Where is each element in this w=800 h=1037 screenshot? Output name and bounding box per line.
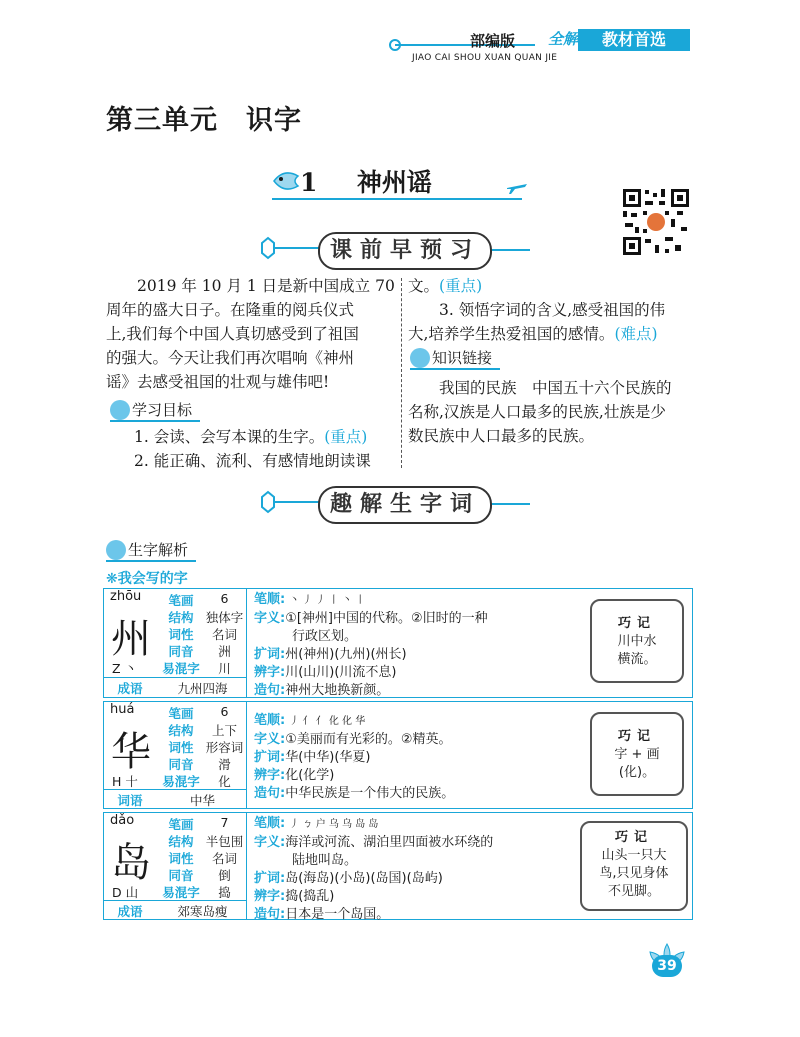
goals-tag bbox=[110, 400, 200, 422]
tip-line: 横流。 bbox=[617, 652, 657, 667]
tip-title: 巧记 bbox=[617, 616, 656, 631]
char-pinyin: huá bbox=[110, 702, 135, 717]
char-pinyin: dǎo bbox=[110, 813, 135, 828]
header-edition: 部编版 bbox=[470, 32, 516, 50]
label-strokes: 笔画 bbox=[168, 593, 194, 608]
bottom-label: 词语 bbox=[117, 793, 143, 808]
header-brand-logo: 全解 bbox=[548, 30, 579, 48]
distinguish-label: 辨字: bbox=[254, 889, 286, 904]
intro-line: 的强大。今天让我们再次唱响《神州 bbox=[106, 349, 355, 367]
value-confusable: 化 bbox=[218, 774, 231, 789]
char-pinyin: zhōu bbox=[110, 589, 142, 604]
tip-line: 山头一只大 bbox=[601, 848, 667, 863]
value-homophone: 倒 bbox=[218, 868, 231, 883]
meaning-label: 字义: bbox=[254, 835, 286, 850]
goal-2-key: (重点) bbox=[439, 277, 483, 295]
char-details bbox=[254, 712, 454, 803]
char-info-panel bbox=[104, 813, 247, 919]
strokes-label: 笔顺: bbox=[254, 816, 286, 831]
tip-line: 川中水 bbox=[617, 634, 657, 649]
analysis-subtitle: ❋我会写的字 bbox=[106, 571, 188, 587]
char-info-panel bbox=[104, 702, 247, 808]
strokes-label: 笔顺: bbox=[254, 592, 286, 607]
analysis-tag bbox=[106, 540, 196, 562]
lesson-underline bbox=[272, 198, 522, 200]
unit-title: 第三单元 识字 bbox=[106, 105, 302, 136]
sentence-label: 造句: bbox=[254, 683, 286, 698]
goals-list bbox=[134, 425, 400, 473]
knowledge-tag bbox=[410, 348, 500, 370]
knowledge-line: 名称,汉族是人口最多的民族,壮族是少 bbox=[408, 403, 666, 421]
section-title-preview: 课前早预习 bbox=[318, 232, 492, 270]
expand-label: 扩词: bbox=[254, 647, 286, 662]
distinguish-label: 辨字: bbox=[254, 665, 286, 680]
label-homophone: 同音 bbox=[168, 644, 194, 659]
distinguish-text: 化(化学) bbox=[285, 768, 335, 783]
char-radical: Z 丶 bbox=[112, 661, 138, 676]
label-strokes: 笔画 bbox=[168, 817, 194, 832]
lesson-name: 神州谣 bbox=[356, 168, 432, 197]
intro-line: 上,我们每个中国人真切感受到了祖国 bbox=[106, 325, 359, 343]
intro-line: 谣》去感受祖国的壮观与雄伟吧! bbox=[106, 373, 330, 391]
knowledge-paragraph bbox=[408, 376, 698, 448]
label-structure: 结构 bbox=[168, 610, 194, 625]
header-pinyin: JIAO CAI SHOU XUAN QUAN JIE bbox=[412, 53, 558, 63]
section-title-fun: 趣解生字词 bbox=[318, 486, 492, 524]
label-structure: 结构 bbox=[168, 723, 194, 738]
expand-text: 华(中华)(华夏) bbox=[285, 750, 371, 765]
section-banner-preview bbox=[258, 228, 534, 272]
analysis-tag-label: 生字解析 bbox=[128, 541, 189, 559]
label-structure: 结构 bbox=[168, 834, 194, 849]
goal-1: 1. 会读、会写本课的生字。 bbox=[134, 428, 325, 446]
tip-line: (化)。 bbox=[618, 765, 656, 780]
bottom-label: 成语 bbox=[117, 681, 143, 696]
bottom-value: 郊寒岛瘦 bbox=[177, 904, 228, 919]
sentence-label: 造句: bbox=[254, 786, 286, 801]
memory-tip bbox=[590, 599, 684, 683]
char-card-dao bbox=[103, 812, 693, 920]
distinguish-text: 捣(捣乱) bbox=[285, 889, 335, 904]
airplane-icon bbox=[505, 178, 529, 196]
value-strokes: 7 bbox=[220, 815, 229, 830]
expand-label: 扩词: bbox=[254, 750, 286, 765]
value-structure: 独体字 bbox=[205, 610, 244, 625]
qr-code[interactable] bbox=[621, 187, 691, 257]
goal-2: 2. 能正确、流利、有感情地朗读课 bbox=[134, 452, 371, 470]
header-series: 教材首选 bbox=[578, 29, 690, 51]
mascot-icon bbox=[110, 400, 130, 420]
label-homophone: 同音 bbox=[168, 868, 194, 883]
expand-text: 岛(海岛)(小岛)(岛国)(岛屿) bbox=[285, 871, 443, 886]
intro-line: 周年的盛大日子。在隆重的阅兵仪式 bbox=[106, 301, 355, 319]
label-homophone: 同音 bbox=[168, 757, 194, 772]
value-structure: 半包围 bbox=[205, 834, 244, 849]
meaning-text: 海洋或河流、湖泊里四面被水环绕的 bbox=[285, 835, 494, 850]
intro-line: 2019 年 10 月 1 日是新中国成立 70 bbox=[137, 277, 395, 295]
goal-2-cont: 文。 bbox=[408, 277, 440, 295]
strokes-order: 丶 丿 丿 丨 丶 丨 bbox=[289, 595, 366, 606]
label-confusable: 易混字 bbox=[162, 661, 200, 676]
value-confusable: 川 bbox=[218, 661, 231, 676]
label-confusable: 易混字 bbox=[162, 885, 200, 900]
meaning-text: ①美丽而有光彩的。②精英。 bbox=[285, 732, 452, 747]
char-card-hua bbox=[103, 701, 693, 809]
tip-title: 巧记 bbox=[614, 830, 653, 845]
memory-tip bbox=[580, 821, 688, 911]
meaning-label: 字义: bbox=[254, 611, 286, 626]
strokes-order: 丿 亻 亻 化 化 华 bbox=[289, 716, 366, 727]
expand-label: 扩词: bbox=[254, 871, 286, 886]
mascot-icon bbox=[410, 348, 430, 368]
char-glyph: 岛 bbox=[111, 840, 151, 886]
page-number: 39 bbox=[652, 955, 682, 977]
bottom-value: 中华 bbox=[189, 793, 215, 808]
distinguish-label: 辨字: bbox=[254, 768, 286, 783]
char-glyph: 华 bbox=[111, 729, 151, 775]
sentence-text: 中华民族是一个伟大的民族。 bbox=[285, 786, 455, 801]
bottom-row bbox=[104, 900, 246, 919]
expand-text: 州(神州)(九州)(州长) bbox=[285, 647, 407, 662]
label-confusable: 易混字 bbox=[162, 774, 200, 789]
bottom-label: 成语 bbox=[117, 904, 143, 919]
value-confusable: 捣 bbox=[218, 885, 231, 900]
distinguish-text: 川(山川)(川流不息) bbox=[285, 665, 397, 680]
value-homophone: 滑 bbox=[218, 757, 231, 772]
knowledge-line: 我国的民族 中国五十六个民族的 bbox=[439, 379, 672, 397]
strokes-label: 笔顺: bbox=[254, 713, 286, 728]
char-card-zhou bbox=[103, 588, 693, 698]
label-pos: 词性 bbox=[168, 851, 194, 866]
goal-1-key: (重点) bbox=[324, 428, 368, 446]
goals-tag-label: 学习目标 bbox=[132, 401, 193, 419]
knowledge-line: 数民族中人口最多的民族。 bbox=[408, 427, 595, 445]
char-radical: D 山 bbox=[112, 885, 139, 900]
mascot-icon bbox=[106, 540, 126, 560]
goal-3-key: (难点) bbox=[614, 325, 658, 343]
sentence-text: 神州大地换新颜。 bbox=[285, 683, 390, 698]
lesson-number: 1 bbox=[300, 168, 318, 197]
strokes-order: 丿 ㄅ 户 乌 乌 岛 岛 bbox=[289, 819, 379, 830]
tip-line: 不见脚。 bbox=[607, 884, 660, 899]
sentence-label: 造句: bbox=[254, 907, 286, 922]
memory-tip bbox=[590, 712, 684, 796]
goal-3: 3. 领悟字词的含义,感受祖国的伟 bbox=[439, 301, 666, 319]
value-structure: 上下 bbox=[211, 723, 237, 738]
bottom-value: 九州四海 bbox=[177, 681, 228, 696]
sentence-text: 日本是一个岛国。 bbox=[285, 907, 390, 922]
goal-3-cont: 大,培养学生热爱祖国的感情。 bbox=[408, 325, 615, 343]
tip-line: 鸟,只见身体 bbox=[599, 866, 669, 881]
fish-icon bbox=[270, 166, 304, 196]
column-divider bbox=[401, 278, 402, 468]
char-info-panel bbox=[104, 589, 247, 697]
value-pos: 形容词 bbox=[205, 740, 244, 755]
value-strokes: 6 bbox=[220, 591, 229, 606]
tip-line: 字 + 画 bbox=[614, 747, 660, 762]
value-pos: 名词 bbox=[211, 851, 237, 866]
intro-paragraph bbox=[106, 274, 396, 394]
meaning-text-cont: 陆地叫岛。 bbox=[292, 853, 358, 868]
lesson-title bbox=[300, 163, 432, 199]
label-pos: 词性 bbox=[168, 740, 194, 755]
value-strokes: 6 bbox=[220, 704, 229, 719]
section-banner-fun bbox=[258, 482, 534, 526]
meaning-text-cont: 行政区划。 bbox=[292, 629, 358, 644]
bottom-row bbox=[104, 789, 246, 808]
label-pos: 词性 bbox=[168, 627, 194, 642]
bottom-row bbox=[104, 677, 246, 696]
char-details bbox=[254, 591, 488, 700]
goals-continued bbox=[408, 274, 698, 346]
char-radical: H 十 bbox=[112, 774, 138, 789]
char-details bbox=[254, 815, 493, 924]
tip-title: 巧记 bbox=[617, 729, 656, 744]
knowledge-tag-label: 知识链接 bbox=[432, 349, 493, 367]
label-strokes: 笔画 bbox=[168, 706, 194, 721]
value-pos: 名词 bbox=[211, 627, 237, 642]
value-homophone: 洲 bbox=[218, 644, 231, 659]
char-glyph: 州 bbox=[111, 616, 151, 662]
meaning-text: ①[神州]中国的代称。②旧时的一种 bbox=[285, 611, 488, 626]
meaning-label: 字义: bbox=[254, 732, 286, 747]
